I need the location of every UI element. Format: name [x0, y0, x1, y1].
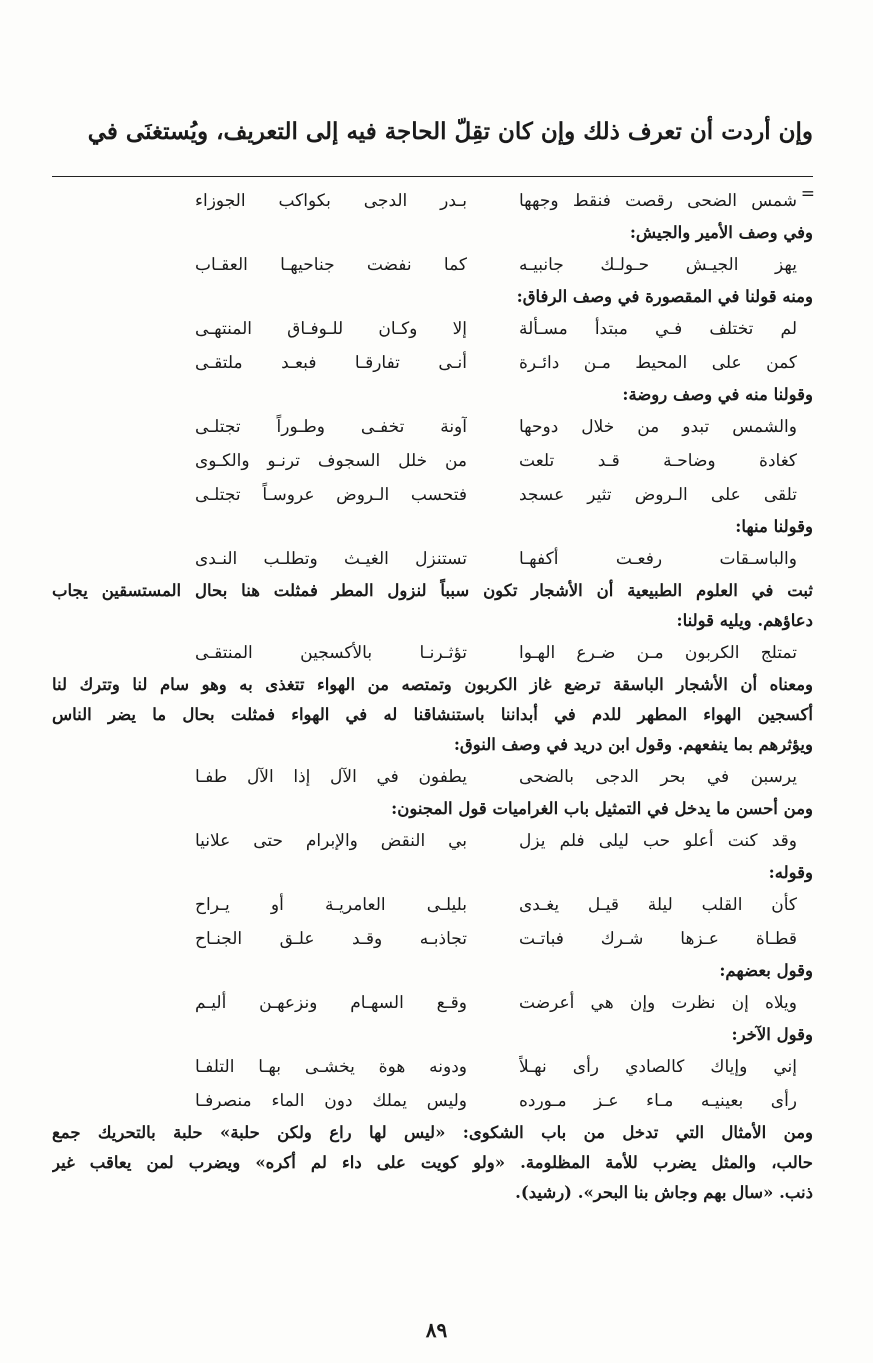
page-number: ٨٩ [425, 1318, 448, 1342]
verse-first-hemistich: والشمس تبدو من خلال دوحها [519, 417, 797, 437]
verse-line [52, 922, 813, 956]
verse-line [52, 760, 813, 794]
verse-second-hemistich: آونة تخفـى وطـوراً تجتلـى [195, 417, 467, 437]
verse-first-hemistich: كغادة وضاحـة قـد تلعت [519, 451, 797, 471]
verse-first-hemistich: والباسـقات رفعـت أكفهـا [519, 549, 797, 569]
header-text-line: وإن أردت أن تعرف ذلك وإن كان تقِلّ الحاجة فيه إلى التعريف، ويُستغنَى في [87, 118, 813, 145]
verse-second-hemistich: تؤثـرنـا بالأكسجين المنتقـى [195, 643, 467, 663]
verse-first-hemistich: كأن القلب ليلة قيـل يغـدى [519, 895, 797, 915]
continuation-mark: = [800, 184, 815, 204]
intro-line: وقوله: [768, 863, 813, 882]
verse-second-hemistich: وليس يملك دون الماء منصرفـا [195, 1091, 467, 1111]
intro-line: وفي وصف الأمير والجيش: [629, 223, 813, 242]
verse-second-hemistich: وقـع السهـام ونزعهـن أليـم [195, 993, 467, 1013]
verse-second-hemistich: ودونه هوة يخشـى بهـا التلفـا [195, 1057, 467, 1077]
intro-line: وقول بعضهم: [719, 961, 813, 980]
prose-paragraph [52, 576, 813, 636]
intro-line: وقولنا منها: [735, 517, 813, 536]
intro-line: وقولنا منه في وصف روضة: [622, 385, 813, 404]
verse-line [52, 1050, 813, 1084]
verse-line [52, 986, 813, 1020]
verse-second-hemistich: بليلـى العامريـة أو يـراح [195, 895, 467, 915]
verse-second-hemistich: أنـى تفارقـا فبعـد ملتقـى [195, 353, 467, 373]
verse-second-hemistich: كما نفضت جناحيهـا العقـاب [195, 255, 467, 275]
verse-line [52, 478, 813, 512]
verse-line [52, 184, 813, 218]
verse-line [52, 824, 813, 858]
footnote-divider [52, 176, 813, 177]
verse-first-hemistich: يرسبن في بحر الدجى بالضحى [519, 767, 797, 787]
verse-line [52, 636, 813, 670]
verse-first-hemistich: ويلاه إن نظرت وإن هي أعرضت [519, 993, 797, 1013]
verse-line [52, 1084, 813, 1118]
verse-first-hemistich: إني وإياك كالصادي رأى نهـلاً [519, 1057, 797, 1077]
verse-second-hemistich: يطفون في الآل إذا الآل طفـا [195, 767, 467, 787]
verse-second-hemistich: تستنزل الغيـث وتطلـب النـدى [195, 549, 467, 569]
verse-first-hemistich: لم تختلف فـي مبتدأ مسـألة [519, 319, 797, 339]
verse-first-hemistich: رأى بعينيـه مـاء عـز مـورده [519, 1091, 797, 1111]
prose-line: ذنب. «سال بهم وجاش بنا البحر». (رشيد). [515, 1183, 813, 1202]
intro-line: وقول الآخر: [731, 1025, 813, 1044]
verse-line [52, 444, 813, 478]
prose-line: ومن الأمثال التي تدخل من باب الشكوى: «ليس لها راع ولكن حلبة» حلبة بالتحريك جمع [52, 1123, 813, 1142]
verse-first-hemistich: يهز الجيـش حـولـك جانبيـه [519, 255, 797, 275]
verse-line [52, 248, 813, 282]
footnote-body [52, 184, 813, 1208]
verse-first-hemistich: تلقى على الـروض تثير عسجد [519, 485, 797, 505]
verse-first-hemistich: قطـاة عـزها شـرك فباتـت [519, 929, 797, 949]
verse-first-hemistich: شمس الضحى رقصت فنقط وجهها [519, 191, 797, 211]
intro-line: ومن أحسن ما يدخل في التمثيل باب الغراميات قول المجنون: [391, 799, 813, 818]
verse-second-hemistich: إلا وكـان للـوفـاق المنتهـى [195, 319, 467, 339]
verse-first-hemistich: وقد كنت أعلو حب ليلى فلم يزل [519, 831, 797, 851]
prose-line: دعاؤهم. ويليه قولنا: [676, 611, 813, 630]
verse-second-hemistich: بـدر الدجى بكواكب الجوزاء [195, 191, 467, 211]
prose-line: أكسجين الهواء المطهر للدم في أبداننا باستنشاقنا له في الهواء فمثلت بحال ما يضر الناس [52, 705, 813, 724]
verse-line [52, 346, 813, 380]
intro-line: ومنه قولنا في المقصورة في وصف الرفاق: [516, 287, 813, 306]
prose-paragraph [52, 670, 813, 760]
verse-line [52, 410, 813, 444]
verse-line [52, 888, 813, 922]
verse-first-hemistich: كمن على المحيط مـن دائـرة [519, 353, 797, 373]
verse-second-hemistich: بي النقض والإبرام حتى علانيا [195, 831, 467, 851]
verse-first-hemistich: تمتلج الكربون مـن ضـرع الهـوا [519, 643, 797, 663]
prose-line: ويؤثرهم بما ينفعهم. وقول ابن دريد في وصف النوق: [453, 735, 813, 754]
verse-second-hemistich: فتحسب الـروض عروسـاً تجتلـى [195, 485, 467, 505]
prose-paragraph [52, 1118, 813, 1208]
verse-second-hemistich: من خلل السجوف ترنـو والكـوى [195, 451, 467, 471]
prose-line: ومعناه أن الأشجار الباسقة ترضع غاز الكربون وتمتصه من الهواء تتغذى به وهو سام لنا وتترك لنا [52, 675, 813, 694]
prose-line: حالب، والمثل يضرب للأمة المظلومة. «ولو كويت على داء لم أكره» ويضرب لمن يعاقب غير [52, 1153, 813, 1172]
verse-line [52, 542, 813, 576]
verse-second-hemistich: تجاذبـه وقـد علـق الجنـاح [195, 929, 467, 949]
verse-line [52, 312, 813, 346]
prose-line: ثبت في العلوم الطبيعية أن الأشجار تكون سبباً لنزول المطر فمثلت هنا بحال المستسقين يجاب [52, 581, 813, 600]
